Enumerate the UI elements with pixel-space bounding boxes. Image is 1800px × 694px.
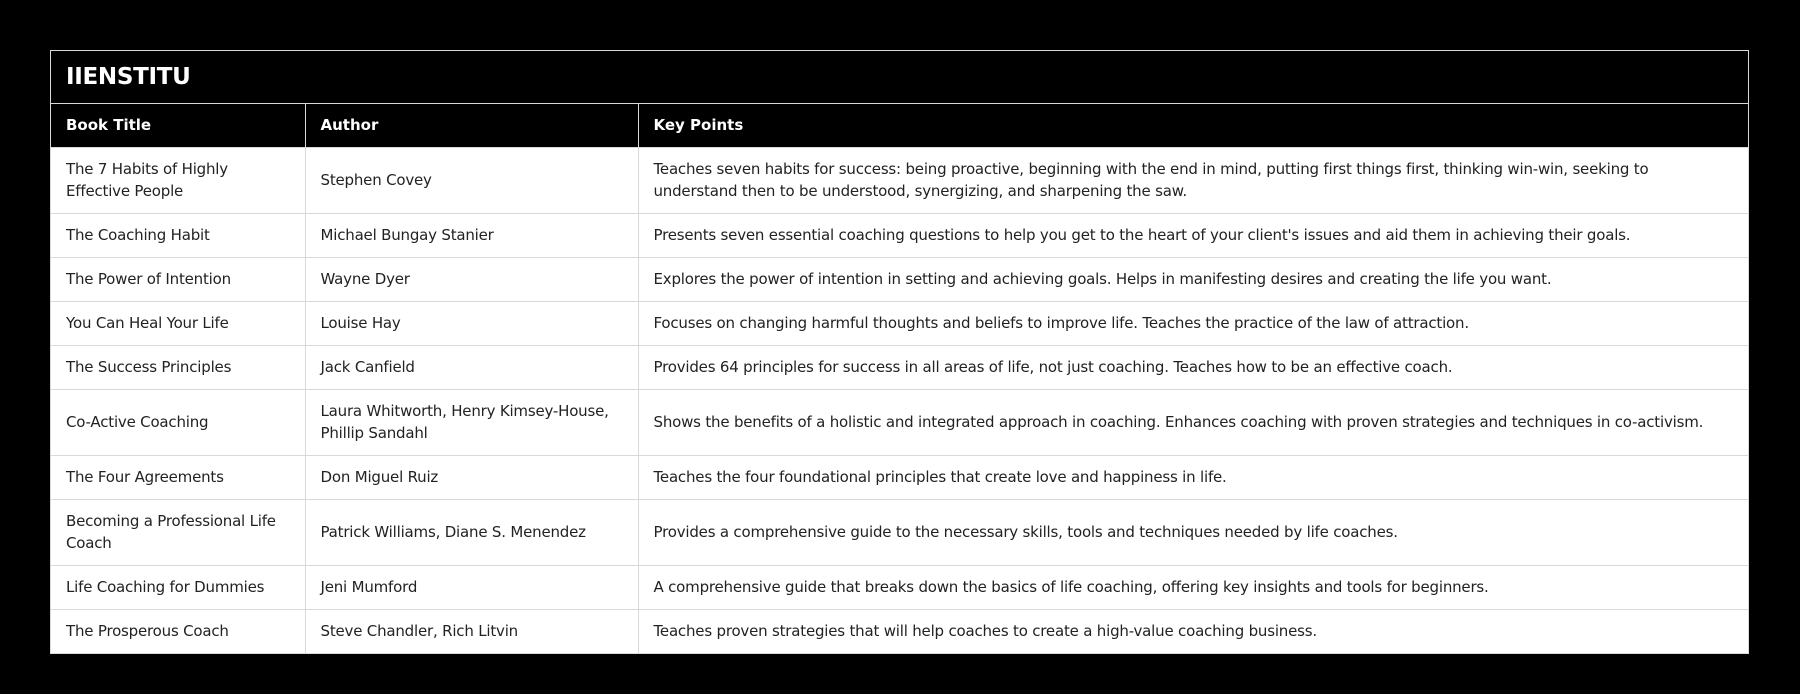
book-title-cell: Becoming a Professional Life Coach [51,499,305,565]
key-points-cell: Provides 64 principles for success in all areas of life, not just coaching. Teaches how to be an effective coach. [638,345,1748,389]
key-points-cell: Provides a comprehensive guide to the necessary skills, tools and techniques needed by life coaches. [638,499,1748,565]
author-cell: Laura Whitworth, Henry Kimsey-House, Phillip Sandahl [305,389,638,455]
author-cell: Jeni Mumford [305,565,638,609]
author-cell: Jack Canfield [305,345,638,389]
books-table [51,104,1748,653]
author-cell: Steve Chandler, Rich Litvin [305,609,638,653]
table-row [51,389,1748,455]
book-title-cell: You Can Heal Your Life [51,301,305,345]
author-cell: Don Miguel Ruiz [305,455,638,499]
header-row [51,104,1748,147]
key-points-cell: Teaches proven strategies that will help coaches to create a high-value coaching business. [638,609,1748,653]
author-cell: Patrick Williams, Diane S. Menendez [305,499,638,565]
book-title-cell: The Power of Intention [51,257,305,301]
author-cell: Stephen Covey [305,147,638,213]
book-title-cell: Life Coaching for Dummies [51,565,305,609]
table-row [51,257,1748,301]
author-cell: Louise Hay [305,301,638,345]
table-title: IIENSTITU [51,51,1748,104]
table-row [51,301,1748,345]
book-title-cell: The Coaching Habit [51,213,305,257]
key-points-cell: Teaches seven habits for success: being proactive, beginning with the end in mind, putting first things first, thinking win-win, seeking to understand then to be understood, synergizing, and sharpening the saw. [638,147,1748,213]
table-row [51,455,1748,499]
author-cell: Michael Bungay Stanier [305,213,638,257]
book-title-cell: The 7 Habits of Highly Effective People [51,147,305,213]
column-header-author: Author [305,104,638,147]
key-points-cell: Presents seven essential coaching questions to help you get to the heart of your client's issues and aid them in achieving their goals. [638,213,1748,257]
key-points-cell: A comprehensive guide that breaks down the basics of life coaching, offering key insights and tools for beginners. [638,565,1748,609]
key-points-cell: Focuses on changing harmful thoughts and beliefs to improve life. Teaches the practice of the law of attraction. [638,301,1748,345]
table-row [51,345,1748,389]
column-header-key-points: Key Points [638,104,1748,147]
column-header-book-title: Book Title [51,104,305,147]
table-row [51,499,1748,565]
book-title-cell: The Four Agreements [51,455,305,499]
key-points-cell: Shows the benefits of a holistic and integrated approach in coaching. Enhances coaching with proven strategies and techniques in co-activism. [638,389,1748,455]
book-title-cell: The Success Principles [51,345,305,389]
table-row [51,609,1748,653]
books-table-container [50,50,1749,654]
book-title-cell: The Prosperous Coach [51,609,305,653]
table-row [51,213,1748,257]
author-cell: Wayne Dyer [305,257,638,301]
key-points-cell: Explores the power of intention in setting and achieving goals. Helps in manifesting desires and creating the life you want. [638,257,1748,301]
book-title-cell: Co-Active Coaching [51,389,305,455]
table-row [51,565,1748,609]
key-points-cell: Teaches the four foundational principles that create love and happiness in life. [638,455,1748,499]
table-row [51,147,1748,213]
